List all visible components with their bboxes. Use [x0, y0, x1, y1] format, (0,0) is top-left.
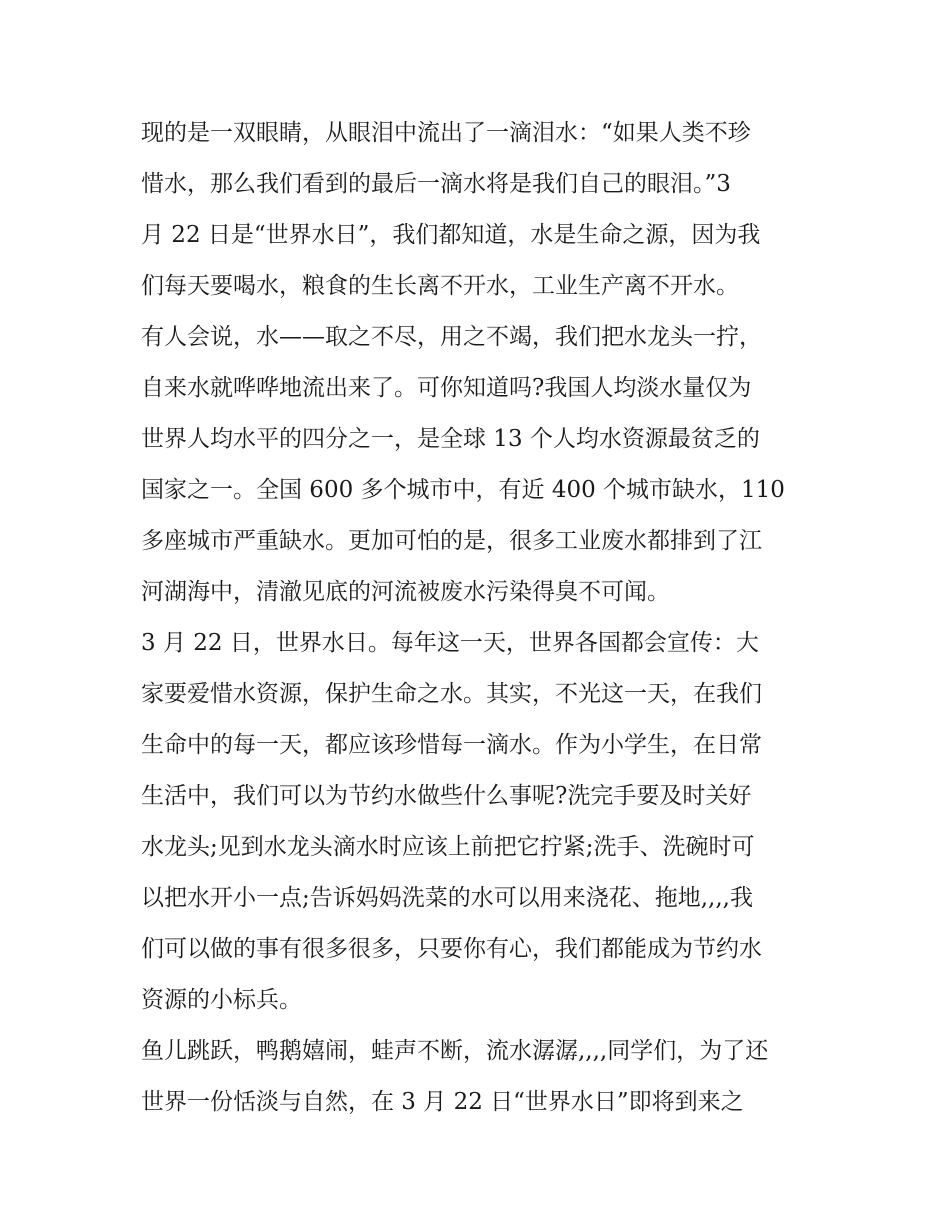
text-line: 资源的小标兵。	[141, 987, 302, 1013]
text-line: 生活中，我们可以为节约水做些什么事呢?洗完手要及时关好	[141, 783, 752, 809]
text-line: 家要爱惜水资源，保护生命之水。其实，不光这一天，在我们	[141, 681, 762, 707]
text-line: 国家之一。全国 600 多个城市中，有近 400 个城市缺水，110	[141, 477, 785, 503]
text-line: 以把水开小一点;告诉妈妈洗菜的水可以用来浇花、拖地,,,,我	[141, 885, 753, 911]
text-line: 自来水就哗哗地流出来了。可你知道吗?我国人均淡水量仅为	[141, 375, 752, 401]
text-line: 世界人均水平的四分之一，是全球 13 个人均水资源最贫乏的	[141, 426, 760, 452]
text-line: 河湖海中，清澈见底的河流被废水污染得臭不可闻。	[141, 579, 670, 605]
text-line: 现的是一双眼睛，从眼泪中流出了一滴泪水：“如果人类不珍	[141, 120, 751, 146]
document-text	[141, 108, 821, 1128]
text-line: 生命中的每一天，都应该珍惜每一滴水。作为小学生，在日常	[141, 732, 762, 758]
text-line: 们可以做的事有很多很多，只要你有心，我们都能成为节约水	[141, 936, 762, 962]
text-line: 3 月 22 日，世界水日。每年这一天，世界各国都会宣传：大	[141, 630, 759, 656]
text-line: 鱼儿跳跃，鸭鹅嬉闹，蛙声不断，流水潺潺,,,,同学们，为了还	[141, 1038, 769, 1064]
text-line: 月 22 日是“世界水日”，我们都知道，水是生命之源，因为我	[141, 222, 761, 248]
text-line: 们每天要喝水，粮食的生长离不开水，工业生产离不开水。	[141, 273, 739, 299]
text-line: 世界一份恬淡与自然，在 3 月 22 日“世界水日”即将到来之	[141, 1089, 744, 1115]
text-line: 多座城市严重缺水。更加可怕的是，很多工业废水都排到了江	[141, 528, 762, 554]
text-line: 水龙头;见到水龙头滴水时应该上前把它拧紧;洗手、洗碗时可	[141, 834, 755, 860]
text-line: 有人会说，水——取之不尽，用之不竭，我们把水龙头一拧，	[141, 324, 762, 350]
text-line: 惜水，那么我们看到的最后一滴水将是我们自己的眼泪。”3	[141, 171, 731, 197]
